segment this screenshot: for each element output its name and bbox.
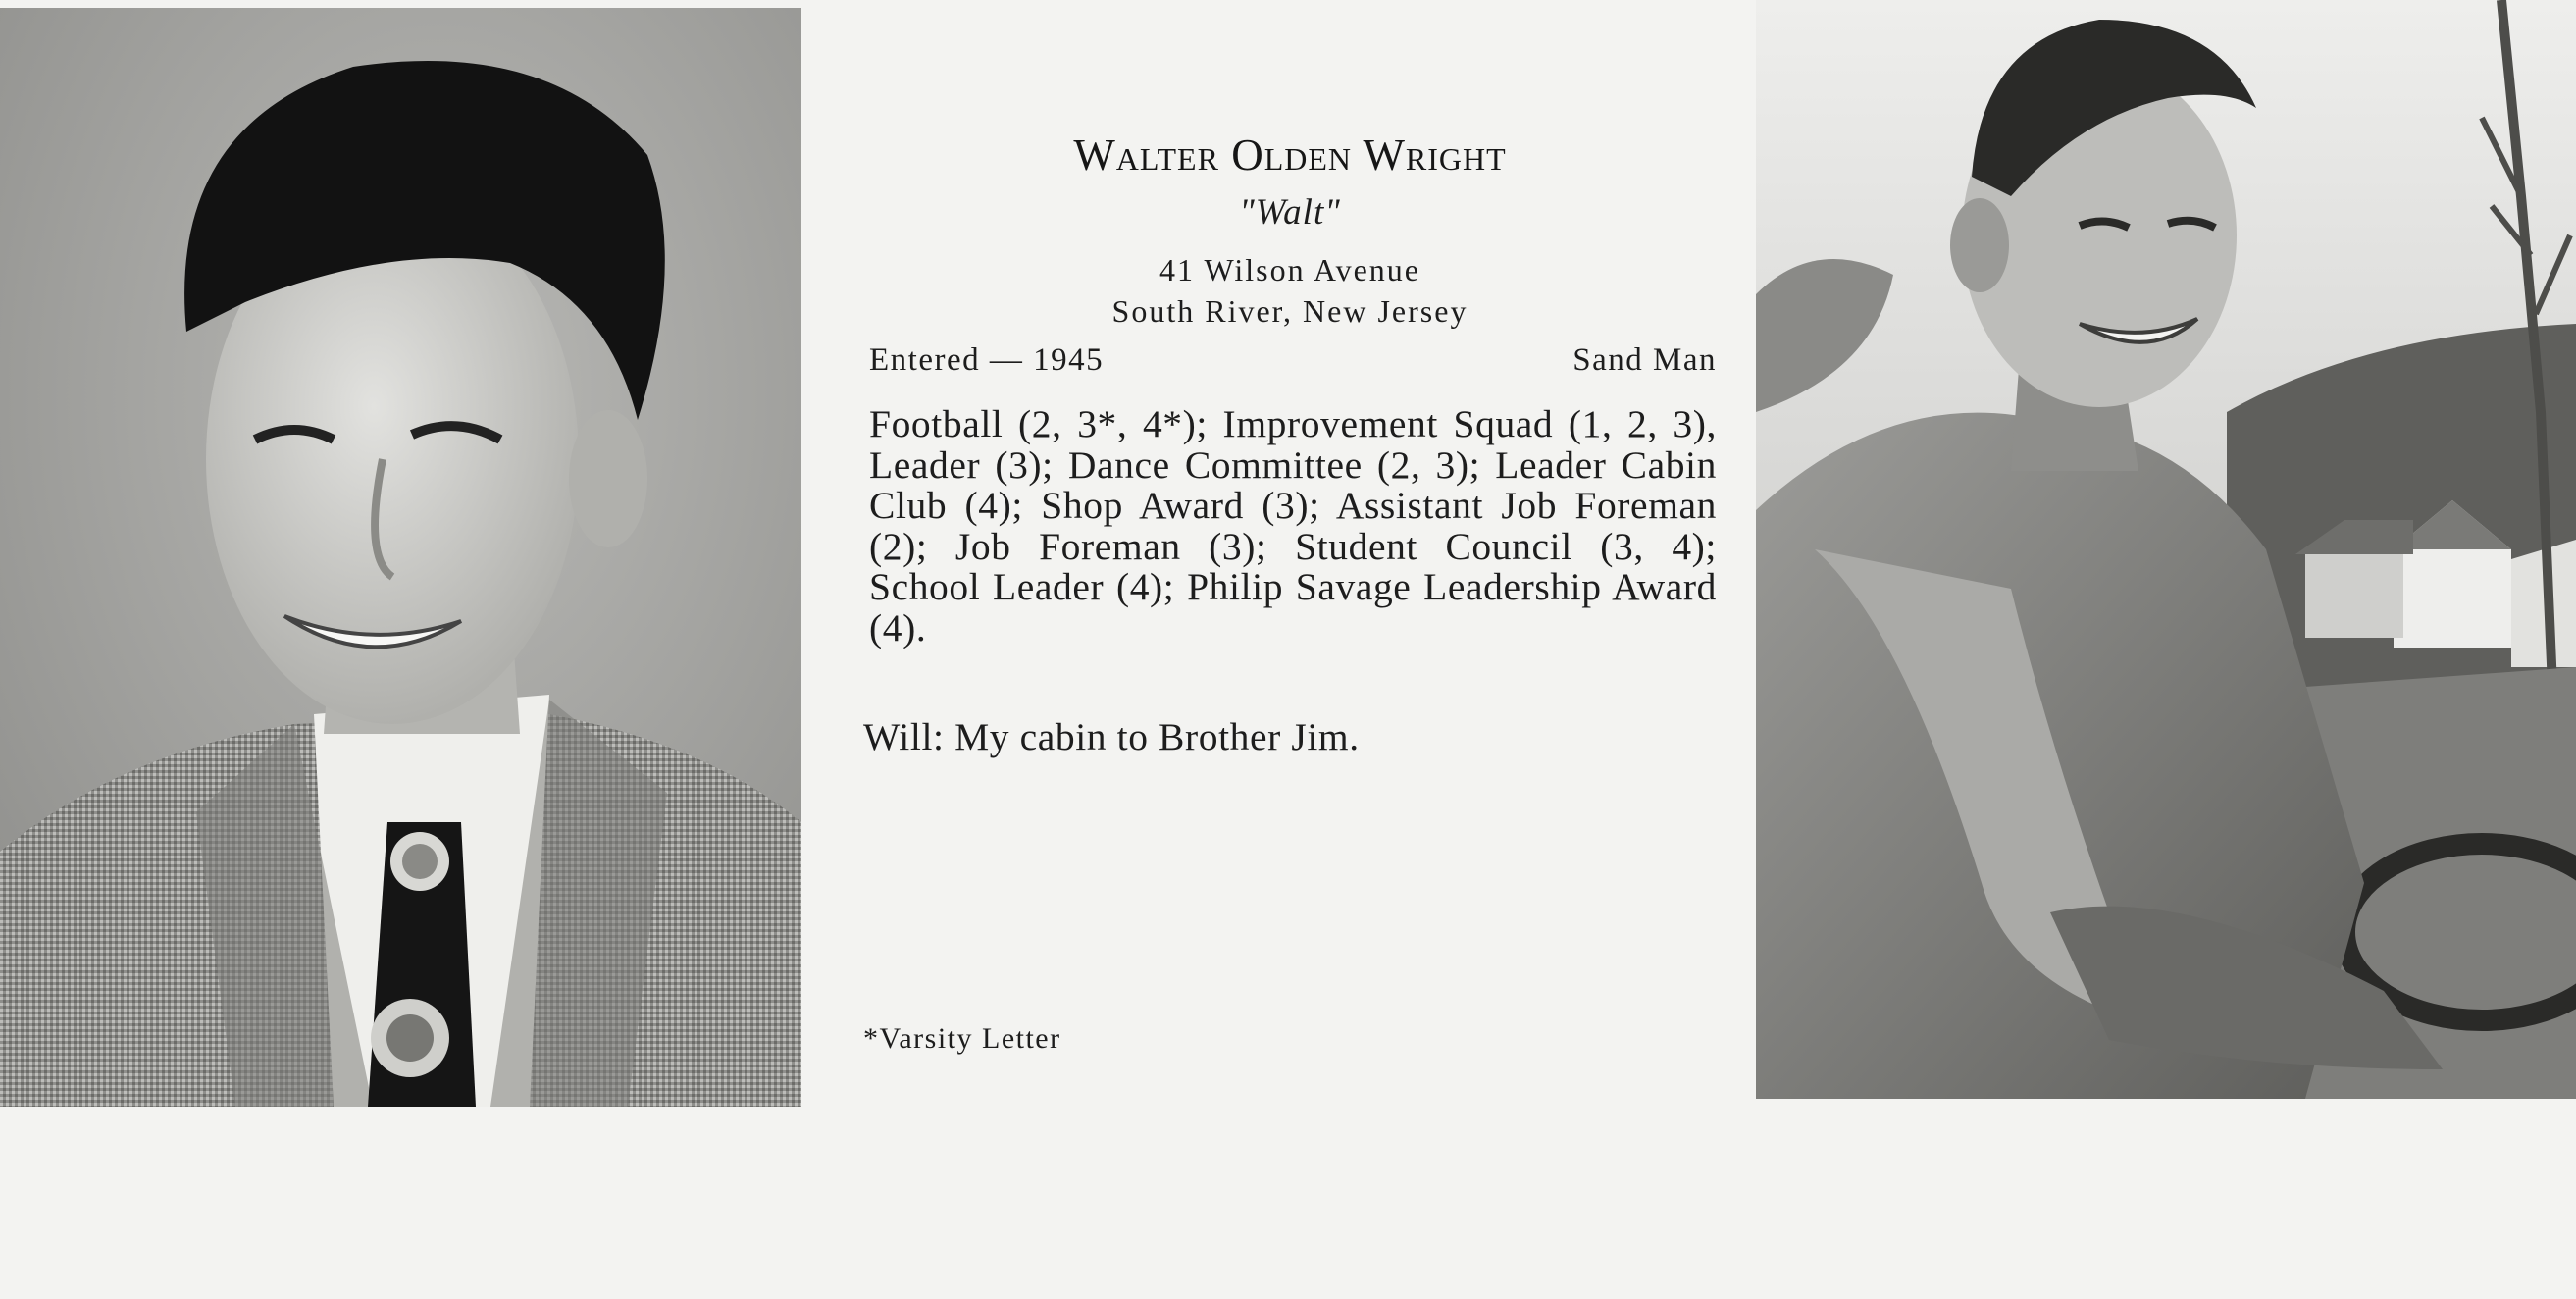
candid-outdoor-photo [1756,0,2576,1099]
student-name: Walter Olden Wright [1073,130,1507,180]
portrait-photo-image [0,8,801,1107]
biography-column [863,0,1717,1099]
footnote: *Varsity Letter [863,1022,1061,1055]
will-statement: Will: My cabin to Brother Jim. [863,715,1360,758]
activities-paragraph: Football (2, 3*, 4*); Improvement Squad (1, 2, 3), Leader (3); Dance Committee (2, 3); Leader Cabin Club (4); Shop Award (3); Assistant Job Foreman (2); Job Foreman (3); Student Council (3, 4); School Leader (4); Philip Savage Leadership Award (4). [869,402,1717,650]
student-nickname: "Walt" [1239,192,1341,233]
student-title: Sand Man [1572,342,1717,378]
address-city: South River, New Jersey [1111,293,1468,329]
entry-meta-row [869,342,1717,379]
address-street: 41 Wilson Avenue [1159,252,1420,287]
candid-photo-image [1756,0,2576,1099]
entered-year: Entered — 1945 [869,342,1105,378]
portrait-photo [0,8,801,1107]
